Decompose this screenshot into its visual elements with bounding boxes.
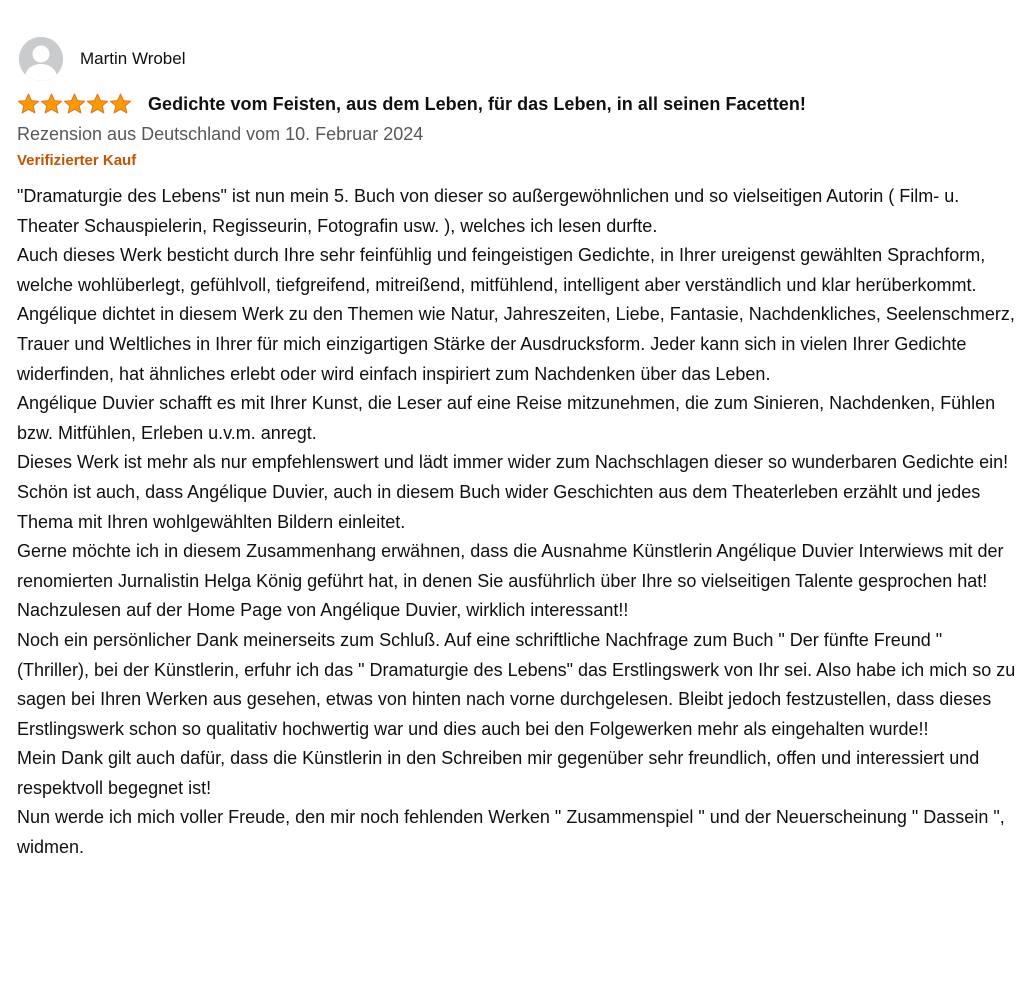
review-title[interactable]: Gedichte vom Feisten, aus dem Leben, für das Leben, in all seinen Facetten! (148, 93, 806, 114)
verified-purchase-badge[interactable]: Verifizierter Kauf (17, 152, 137, 169)
review-paragraph: Auch dieses Werk besticht durch Ihre sehr feinfühlig und feingeistigen Gedichte, in Ihrer ureigenst gewählten Sprachform, welche wohlüberlegt, gefühlvoll, tiefgreifend, mitreißend, mitfühlend, intelligent aber verständlich und klar herüberkommt. (17, 245, 986, 295)
review-paragraph: "Dramaturgie des Lebens" ist nun mein 5. Buch von dieser so außergewöhnlichen und so vielseitigen Autorin ( Film- u. Theater Schauspielerin, Regisseurin, Fotografin usw. ), welches ich lesen durfte. (17, 186, 960, 236)
star-icon (109, 93, 132, 115)
review-paragraph: Nachzulesen auf der Home Page von Angélique Duvier, wirklich interessant!! (17, 600, 629, 621)
review-paragraph: Angélique dichtet in diesem Werk zu den Themen wie Natur, Jahreszeiten, Liebe, Fantasie, Nachdenkliches, Seelenschmerz, Trauer und Weltliches in Ihrer für mich einzigartigen Stärke der Ausdrucksform. Jeder kann sich in vielen Ihrer Gedichte widerfinden, hat ähnliches erlebt oder wird einfach inspiriert zum Nachdenken über das Leben. (17, 304, 1015, 384)
reviewer-name[interactable]: Martin Wrobel (80, 49, 186, 68)
default-avatar-icon[interactable] (19, 37, 63, 81)
review-paragraph: Gerne möchte ich in diesem Zusammenhang erwähnen, dass die Ausnahme Künstlerin Angélique Duvier Interwiews mit der renomierten Jurnalistin Helga König geführt hat, in denen Sie ausführlich über Ihre so vielseitigen Talente gesprochen hat! (17, 541, 1004, 591)
review-paragraph: Schön ist auch, dass Angélique Duvier, auch in diesem Buch wider Geschichten aus dem Theaterleben erzählt und jedes Thema mit Ihren wohlgewählten Bildern einleitet. (17, 481, 981, 532)
review-title-row (17, 90, 1017, 118)
review-body (17, 182, 1017, 863)
star-icon (63, 93, 86, 115)
reviewer-profile[interactable] (17, 34, 1017, 84)
star-rating[interactable] (17, 93, 132, 115)
star-icon (40, 93, 63, 115)
review-date: Rezension aus Deutschland vom 10. Februar 2024 (17, 124, 424, 144)
review-paragraph: Angélique Duvier schafft es mit Ihrer Kunst, die Leser auf eine Reise mitzunehmen, die zum Sinieren, Nachdenken, Fühlen bzw. Mitfühlen, Erleben u.v.m. anregt. (17, 393, 996, 443)
star-icon (17, 93, 40, 115)
review-paragraph: Noch ein persönlicher Dank meinerseits zum Schluß. Auf eine schriftliche Nachfrage zum Buch " Der fünfte Freund " (Thriller), bei der Künstlerin, erfuhr ich das " Dramaturgie des Lebens" das Erstlingswerk von Ihr sei. Also habe ich mich so zu sagen bei Ihren Werken aus gesehen, etwas von hinten nach vorne durchgelesen. Bleibt jedoch festzustellen, dass dieses Erstlingswerk schon so qualitativ hochwertig war und dies auch bei den Folgewerken mehr als eingehalten wurde!! (17, 629, 1016, 739)
customer-review (17, 34, 1017, 863)
star-icon (86, 93, 109, 115)
review-paragraph: Nun werde ich mich voller Freude, den mir noch fehlenden Werken " Zusammenspiel " und der Neuerscheinung " Dassein ", widmen. (17, 807, 1005, 858)
review-paragraph: Dieses Werk ist mehr als nur empfehlenswert und lädt immer wider zum Nachschlagen dieser so wunderbaren Gedichte ein! (17, 452, 1009, 473)
review-paragraph: Mein Dank gilt auch dafür, dass die Künstlerin in den Schreiben mir gegenüber sehr freundlich, offen und interessiert und respektvoll begegnet ist! (17, 748, 980, 798)
